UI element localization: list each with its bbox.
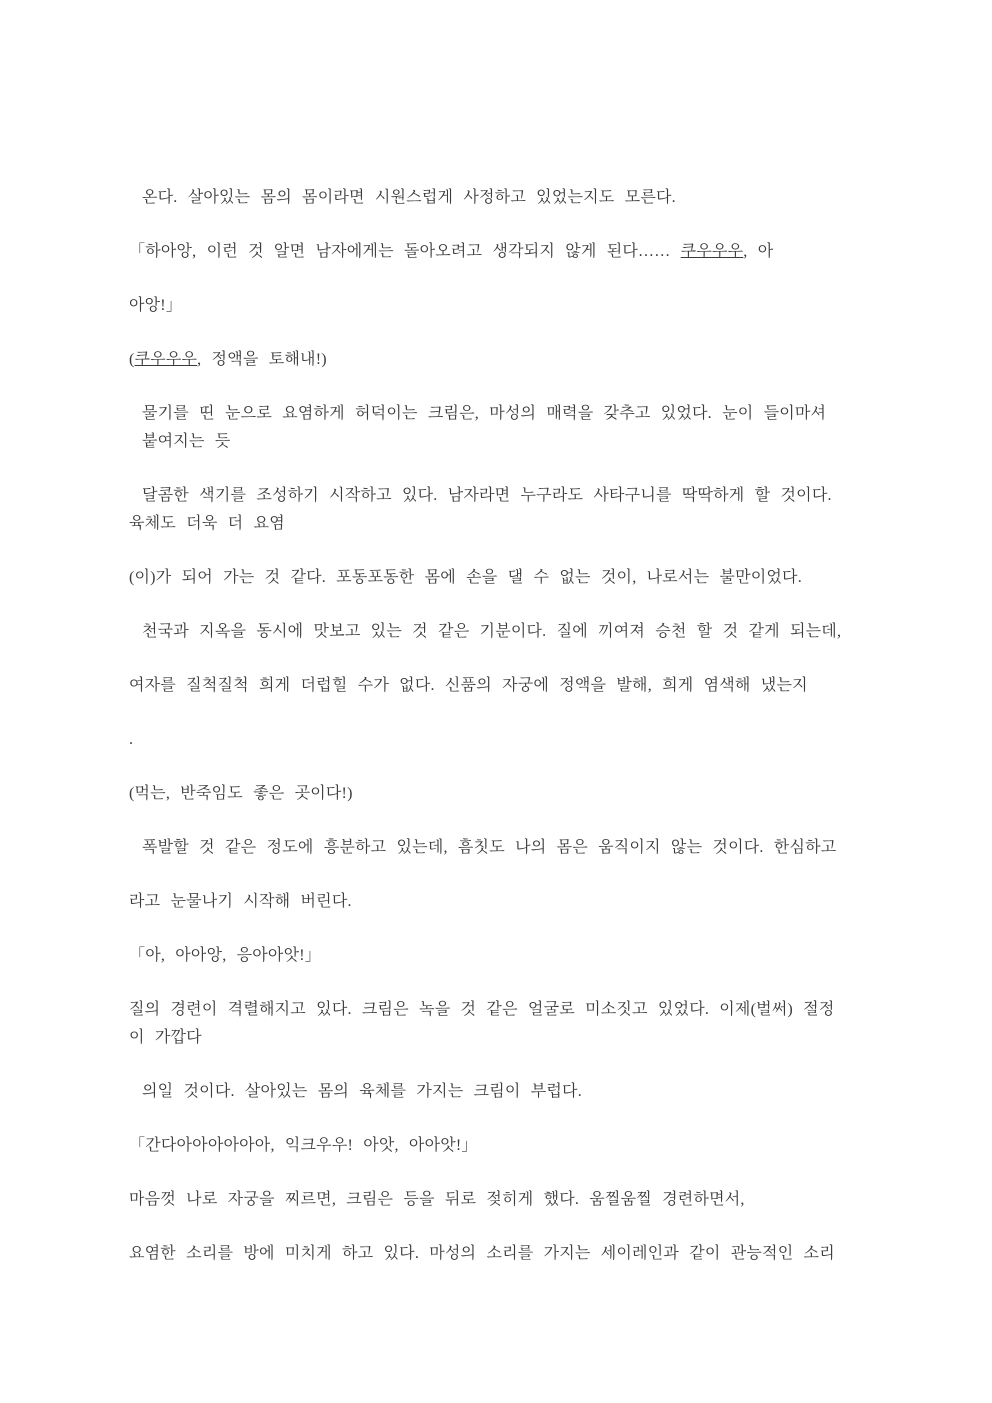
paragraph bbox=[129, 726, 859, 754]
text-line bbox=[129, 996, 859, 1024]
text-line bbox=[129, 1024, 859, 1052]
paragraph bbox=[129, 482, 859, 538]
text-segment: (먹는, 반죽임도 좋은 곳이다!) bbox=[129, 785, 353, 802]
text-segment: 아앙!」 bbox=[129, 297, 183, 314]
text-line bbox=[129, 400, 859, 428]
paragraph bbox=[129, 888, 859, 916]
text-segment: 질의 경련이 격렬해지고 있다. 크림은 녹을 것 같은 얼굴로 미소짓고 있었다. 이제(벌써) 절정 bbox=[129, 1001, 835, 1018]
text-segment: 「간다아아아아아아, 익크우우! 아앗, 아아앗!」 bbox=[129, 1137, 478, 1154]
text-segment: 의일 것이다. 살아있는 몸의 육체를 가지는 크림이 부럽다. bbox=[142, 1083, 582, 1100]
text-segment: 「아, 아아앙, 응아아앗!」 bbox=[129, 947, 321, 964]
text-segment: 요염한 소리를 방에 미치게 하고 있다. 마성의 소리를 가지는 세이레인과 같이 관능적인 소리 bbox=[129, 1245, 835, 1262]
text-segment: , 아 bbox=[743, 243, 774, 260]
text-segment: , 정액을 토해내!) bbox=[197, 351, 327, 368]
text-segment: 달콤한 색기를 조성하기 시작하고 있다. 남자라면 누구라도 사타구니를 딱딱하게 할 것이다. bbox=[142, 487, 832, 504]
text-line bbox=[129, 780, 859, 808]
text-line bbox=[129, 942, 859, 970]
paragraph bbox=[129, 1186, 859, 1214]
text-line bbox=[129, 184, 859, 212]
paragraph bbox=[129, 238, 859, 266]
text-segment: 라고 눈물나기 시작해 버린다. bbox=[129, 893, 352, 910]
text-line bbox=[129, 888, 859, 916]
text-segment: 폭발할 것 같은 정도에 흥분하고 있는데, 흠칫도 나의 몸은 움직이지 않는 것이다. 한심하고 bbox=[142, 839, 837, 856]
text-segment: . bbox=[129, 731, 134, 748]
paragraph bbox=[129, 618, 859, 646]
paragraph bbox=[129, 184, 859, 212]
paragraph bbox=[129, 780, 859, 808]
text-segment: 붙여지는 듯 bbox=[142, 433, 231, 450]
text-line bbox=[129, 1240, 859, 1268]
text-line bbox=[129, 834, 859, 862]
underlined-text: 쿠우우우 bbox=[680, 243, 744, 260]
text-line bbox=[129, 428, 859, 456]
paragraph bbox=[129, 942, 859, 970]
text-segment: 천국과 지옥을 동시에 맛보고 있는 것 같은 기분이다. 질에 끼여져 승천 할 것 같게 되는데, bbox=[142, 623, 842, 640]
text-column bbox=[129, 184, 859, 1294]
paragraph bbox=[129, 1078, 859, 1106]
text-segment: 온다. 살아있는 몸의 몸이라면 시원스럽게 사정하고 있었는지도 모른다. bbox=[142, 189, 676, 206]
text-segment: 여자를 질척질척 희게 더럽힐 수가 없다. 신품의 자궁에 정액을 발해, 희게 염색해 냈는지 bbox=[129, 677, 808, 694]
text-line bbox=[129, 672, 859, 700]
paragraph bbox=[129, 672, 859, 700]
text-line bbox=[129, 1132, 859, 1160]
text-line bbox=[129, 726, 859, 754]
text-line bbox=[129, 618, 859, 646]
paragraph bbox=[129, 1132, 859, 1160]
paragraph bbox=[129, 292, 859, 320]
paragraph bbox=[129, 400, 859, 456]
text-line bbox=[129, 482, 859, 510]
text-line bbox=[129, 1078, 859, 1106]
text-segment: 이 가깝다 bbox=[129, 1029, 202, 1046]
text-line bbox=[129, 238, 859, 266]
text-segment: (이)가 되어 가는 것 같다. 포동포동한 몸에 손을 댈 수 없는 것이, 나로서는 불만이었다. bbox=[129, 569, 802, 586]
text-segment: 물기를 띤 눈으로 요염하게 허덕이는 크림은, 마성의 매력을 갖추고 있었다. 눈이 들이마셔 bbox=[142, 405, 827, 422]
text-line bbox=[129, 292, 859, 320]
text-line bbox=[129, 1186, 859, 1214]
text-segment: ( bbox=[129, 351, 135, 368]
paragraph bbox=[129, 564, 859, 592]
underlined-text: 쿠우우우 bbox=[134, 351, 198, 368]
paragraph bbox=[129, 834, 859, 862]
text-line bbox=[129, 510, 859, 538]
paragraph bbox=[129, 1240, 859, 1268]
paragraph bbox=[129, 346, 859, 374]
text-line bbox=[129, 346, 859, 374]
text-segment: 마음껏 나로 자궁을 찌르면, 크림은 등을 뒤로 젖히게 했다. 움찔움찔 경련하면서, bbox=[129, 1191, 745, 1208]
text-segment: 「하아앙, 이런 것 알면 남자에게는 돌아오려고 생각되지 않게 된다…… bbox=[129, 243, 681, 260]
text-line bbox=[129, 564, 859, 592]
text-segment: 육체도 더욱 더 요염 bbox=[129, 515, 285, 532]
paragraph bbox=[129, 996, 859, 1052]
